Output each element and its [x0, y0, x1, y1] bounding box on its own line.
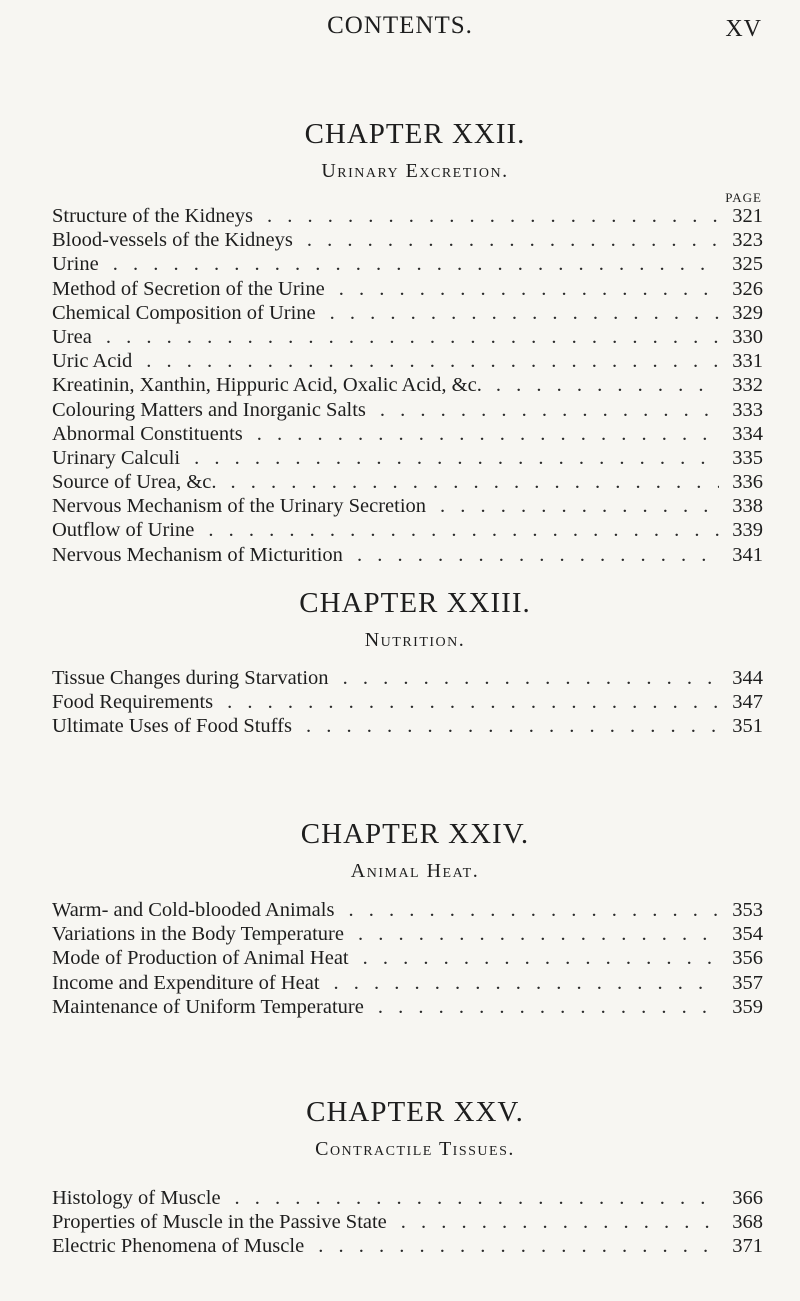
entry-title: Structure of the Kidneys — [52, 205, 253, 227]
chapter-xxiv — [0, 814, 800, 888]
chapter-xxiv-entries — [52, 898, 763, 1019]
toc-entry — [52, 277, 763, 301]
entry-page-number: 339 — [732, 519, 763, 542]
entry-page-number: 354 — [732, 923, 763, 946]
toc-entry — [52, 714, 763, 738]
toc-entry — [52, 446, 763, 470]
entry-title: Nervous Mechanism of Micturition — [52, 543, 343, 566]
entry-page-number: 333 — [732, 398, 763, 421]
entry-title: Histology of Muscle — [52, 1187, 221, 1209]
dot-leader — [334, 898, 719, 922]
dot-leader — [194, 518, 719, 542]
dot-leader — [316, 301, 719, 325]
entry-page-number: 325 — [732, 253, 763, 276]
dot-leader — [293, 228, 719, 252]
entry-title: Chemical Composition of Urine — [52, 301, 316, 324]
toc-entry — [52, 1234, 763, 1258]
toc-entry — [52, 373, 763, 397]
entry-title: Abnormal Constituents — [52, 422, 243, 445]
chapter-title: CHAPTER XXV. — [306, 1096, 524, 1128]
entry-title: Urea — [52, 325, 92, 348]
entry-page-number: 336 — [732, 471, 763, 494]
toc-entry — [52, 666, 763, 690]
dot-leader — [253, 204, 719, 228]
chapter-subtitle: Nutrition. — [364, 629, 466, 651]
toc-entry — [52, 398, 763, 422]
toc-entry — [52, 995, 763, 1019]
chapter-xxii-entries — [52, 204, 763, 567]
entry-page-number: 329 — [732, 301, 763, 324]
dot-leader — [343, 543, 719, 567]
chapter-xxiii-entries — [52, 666, 763, 739]
toc-entry — [52, 470, 763, 494]
entry-title: Urinary Calculi — [52, 446, 181, 469]
toc-entry — [52, 325, 763, 349]
dot-leader — [387, 1210, 719, 1234]
entry-page-number: 321 — [732, 205, 763, 227]
entry-page-number: 353 — [732, 899, 763, 921]
entry-page-number: 356 — [732, 947, 763, 970]
dot-leader — [349, 946, 719, 970]
entry-title: Urine — [52, 253, 99, 276]
toc-entry — [52, 349, 763, 373]
entry-page-number: 341 — [732, 543, 763, 566]
entry-title: Food Requirements — [52, 691, 214, 714]
entry-title: Properties of Muscle in the Passive State — [52, 1211, 387, 1234]
chapter-title: CHAPTER XXIII. — [299, 587, 531, 619]
chapter-subtitle: Urinary Excretion. — [321, 160, 509, 182]
dot-leader — [243, 422, 719, 446]
dot-leader — [180, 446, 719, 470]
entry-page-number: 323 — [732, 229, 763, 252]
toc-entry — [52, 422, 763, 446]
dot-leader — [366, 398, 719, 422]
entry-title: Maintenance of Uniform Temperature — [52, 995, 364, 1018]
entry-page-number: 344 — [732, 667, 763, 689]
chapter-xxiii — [0, 583, 800, 657]
entry-page-number: 334 — [732, 422, 763, 445]
running-head — [0, 12, 800, 52]
entry-page-number: 347 — [732, 691, 763, 714]
entry-page-number: 338 — [732, 495, 763, 518]
chapter-xxv — [0, 1092, 800, 1166]
toc-entry — [52, 971, 763, 995]
toc-entry — [52, 228, 763, 252]
chapter-title: CHAPTER XXII. — [304, 118, 526, 150]
entry-title: Mode of Production of Animal Heat — [52, 947, 349, 970]
dot-leader — [213, 690, 719, 714]
toc-entry — [52, 1210, 763, 1234]
dot-leader — [364, 995, 719, 1019]
entry-page-number: 351 — [732, 715, 763, 738]
entry-page-number: 332 — [732, 374, 763, 397]
dot-leader — [99, 252, 719, 276]
dot-leader — [482, 373, 719, 397]
entry-title: Outflow of Urine — [52, 519, 195, 542]
entry-title: Method of Secretion of the Urine — [52, 277, 325, 300]
dot-leader — [304, 1234, 719, 1258]
toc-entry — [52, 301, 763, 325]
toc-entry — [52, 204, 763, 228]
entry-title: Uric Acid — [52, 350, 133, 373]
dot-leader — [292, 714, 719, 738]
entry-title: Warm- and Cold-blooded Animals — [52, 899, 335, 921]
entry-title: Nervous Mechanism of the Urinary Secretion — [52, 495, 427, 518]
toc-entry — [52, 494, 763, 518]
toc-entry — [52, 946, 763, 970]
entry-title: Income and Expenditure of Heat — [52, 971, 320, 994]
page-column-label: PAGE — [725, 190, 762, 205]
entry-page-number: 359 — [732, 995, 763, 1018]
toc-entry — [52, 1186, 763, 1210]
entry-page-number: 335 — [732, 446, 763, 469]
entry-page-number: 357 — [732, 971, 763, 994]
entry-title: Variations in the Body Temperature — [52, 923, 344, 946]
chapter-subtitle: Contractile Tissues. — [315, 1138, 515, 1160]
dot-leader — [325, 277, 719, 301]
entry-page-number: 366 — [732, 1187, 763, 1209]
entry-page-number: 371 — [732, 1235, 763, 1258]
chapter-subtitle: Animal Heat. — [350, 860, 480, 882]
dot-leader — [132, 349, 719, 373]
dot-leader — [217, 470, 719, 494]
dot-leader — [344, 922, 719, 946]
chapter-xxii — [0, 114, 800, 188]
dot-leader — [92, 325, 719, 349]
chapter-xxv-entries — [52, 1186, 763, 1259]
dot-leader — [426, 494, 719, 518]
entry-page-number: 330 — [732, 325, 763, 348]
dot-leader — [329, 666, 719, 690]
toc-entry — [52, 518, 763, 542]
chapter-title: CHAPTER XXIV. — [300, 818, 530, 850]
toc-entry — [52, 252, 763, 276]
entry-title: Blood-vessels of the Kidneys — [52, 229, 293, 252]
toc-entry — [52, 922, 763, 946]
entry-title: Ultimate Uses of Food Stuffs — [52, 715, 292, 738]
entry-page-number: 331 — [732, 350, 763, 373]
running-title: CONTENTS. — [327, 12, 473, 39]
toc-entry — [52, 543, 763, 567]
entry-title: Tissue Changes during Starvation — [52, 667, 329, 689]
entry-page-number: 326 — [732, 277, 763, 300]
folio: XV — [725, 16, 762, 42]
dot-leader — [221, 1186, 719, 1210]
entry-title: Source of Urea, &c. — [52, 471, 217, 494]
entry-page-number: 368 — [732, 1211, 763, 1234]
entry-title: Colouring Matters and Inorganic Salts — [52, 398, 366, 421]
entry-title: Kreatinin, Xanthin, Hippuric Acid, Oxalic Acid, &c. — [52, 374, 482, 397]
entry-title: Electric Phenomena of Muscle — [52, 1235, 305, 1258]
toc-entry — [52, 690, 763, 714]
dot-leader — [320, 971, 719, 995]
toc-entry — [52, 898, 763, 922]
